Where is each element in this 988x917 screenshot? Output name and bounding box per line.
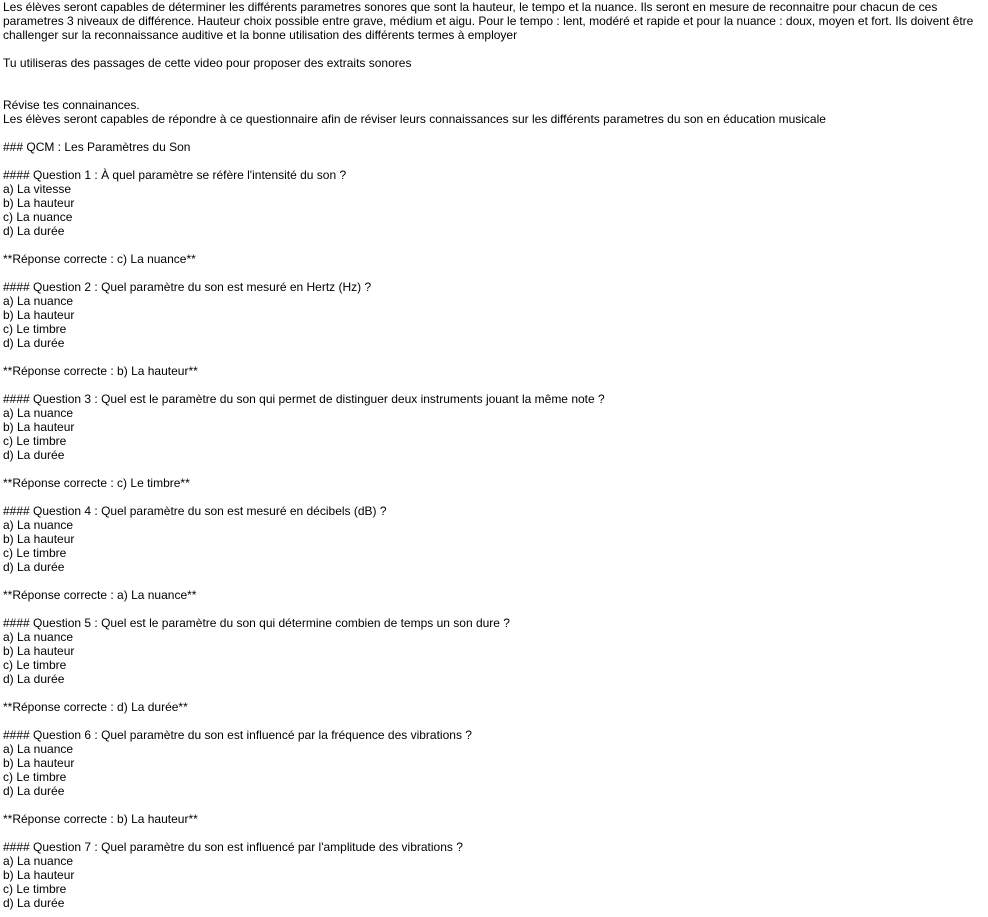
option-a: a) La nuance — [3, 294, 74, 308]
question-block — [3, 504, 983, 616]
option-b: b) La hauteur — [3, 756, 75, 770]
spacer — [3, 826, 983, 840]
correct-answer: **Réponse correcte : b) La hauteur** — [3, 812, 198, 826]
objective-paragraph: Les élèves seront capables de déterminer les différents parametres sonores que sont la hauteur, le tempo et la nuance. Ils seront en mesure de reconnaitre pour chacun de ces parametres 3 niveaux de différence. Hauteur choix possible entre grave, médium et aigu. Pour le tempo : lent, modéré et rapide et pour la nuance : doux, moyen et fort. Ils doivent être challenger sur la reconnaissance auditive et la bonne utilisation des différents termes à employer — [3, 0, 974, 42]
revise-title: Révise tes connainances. — [3, 98, 140, 112]
option-c: c) Le timbre — [3, 658, 67, 672]
spacer — [3, 42, 983, 56]
option-d: d) La durée — [3, 672, 65, 686]
spacer — [3, 686, 983, 700]
spacer — [3, 350, 983, 364]
option-a: a) La nuance — [3, 854, 74, 868]
option-c: c) Le timbre — [3, 434, 67, 448]
option-b: b) La hauteur — [3, 420, 75, 434]
spacer — [3, 490, 983, 504]
option-b: b) La hauteur — [3, 644, 75, 658]
correct-answer: **Réponse correcte : c) Le timbre** — [3, 476, 190, 490]
question-title: #### Question 7 : Quel paramètre du son est influencé par l'amplitude des vibrations ? — [3, 840, 463, 854]
question-title: #### Question 1 : À quel paramètre se réfère l'intensité du son ? — [3, 168, 347, 182]
video-note: Tu utiliseras des passages de cette video pour proposer des extraits sonores — [3, 56, 412, 70]
option-a: a) La nuance — [3, 742, 74, 756]
option-d: d) La durée — [3, 560, 65, 574]
option-d: d) La durée — [3, 448, 65, 462]
option-d: d) La durée — [3, 224, 65, 238]
option-c: c) Le timbre — [3, 546, 67, 560]
qcm-heading: ### QCM : Les Paramètres du Son — [3, 140, 191, 154]
option-d: d) La durée — [3, 784, 65, 798]
question-block — [3, 392, 983, 504]
spacer — [3, 154, 983, 168]
option-b: b) La hauteur — [3, 868, 75, 882]
question-block — [3, 840, 983, 910]
correct-answer: **Réponse correcte : b) La hauteur** — [3, 364, 198, 378]
spacer — [3, 574, 983, 588]
question-block — [3, 168, 983, 280]
option-a: a) La nuance — [3, 518, 74, 532]
question-title: #### Question 5 : Quel est le paramètre du son qui détermine combien de temps un son dure ? — [3, 616, 510, 630]
question-block — [3, 728, 983, 840]
spacer — [3, 798, 983, 812]
option-a: a) La vitesse — [3, 182, 72, 196]
option-c: c) Le timbre — [3, 770, 67, 784]
question-title: #### Question 6 : Quel paramètre du son est influencé par la fréquence des vibrations ? — [3, 728, 472, 742]
correct-answer: **Réponse correcte : c) La nuance** — [3, 252, 196, 266]
spacer — [3, 462, 983, 476]
spacer — [3, 238, 983, 252]
correct-answer: **Réponse correcte : a) La nuance** — [3, 588, 197, 602]
spacer — [3, 266, 983, 280]
option-d: d) La durée — [3, 336, 65, 350]
spacer — [3, 84, 983, 98]
spacer — [3, 378, 983, 392]
spacer — [3, 126, 983, 140]
option-c: c) La nuance — [3, 210, 73, 224]
document-body — [3, 0, 983, 910]
correct-answer: **Réponse correcte : d) La durée** — [3, 700, 188, 714]
option-a: a) La nuance — [3, 406, 74, 420]
question-title: #### Question 3 : Quel est le paramètre du son qui permet de distinguer deux instruments jouant la même note ? — [3, 392, 605, 406]
question-block — [3, 616, 983, 728]
option-c: c) Le timbre — [3, 882, 67, 896]
option-b: b) La hauteur — [3, 196, 75, 210]
question-title: #### Question 4 : Quel paramètre du son est mesuré en décibels (dB) ? — [3, 504, 387, 518]
option-b: b) La hauteur — [3, 308, 75, 322]
spacer — [3, 602, 983, 616]
spacer — [3, 70, 983, 84]
option-a: a) La nuance — [3, 630, 74, 644]
option-d: d) La durée — [3, 896, 65, 910]
question-title: #### Question 2 : Quel paramètre du son est mesuré en Hertz (Hz) ? — [3, 280, 372, 294]
revise-text: Les élèves seront capables de répondre à ce questionnaire afin de réviser leurs connaissances sur les différents parametres du son en éducation musicale — [3, 112, 826, 126]
spacer — [3, 714, 983, 728]
option-c: c) Le timbre — [3, 322, 67, 336]
question-block — [3, 280, 983, 392]
option-b: b) La hauteur — [3, 532, 75, 546]
